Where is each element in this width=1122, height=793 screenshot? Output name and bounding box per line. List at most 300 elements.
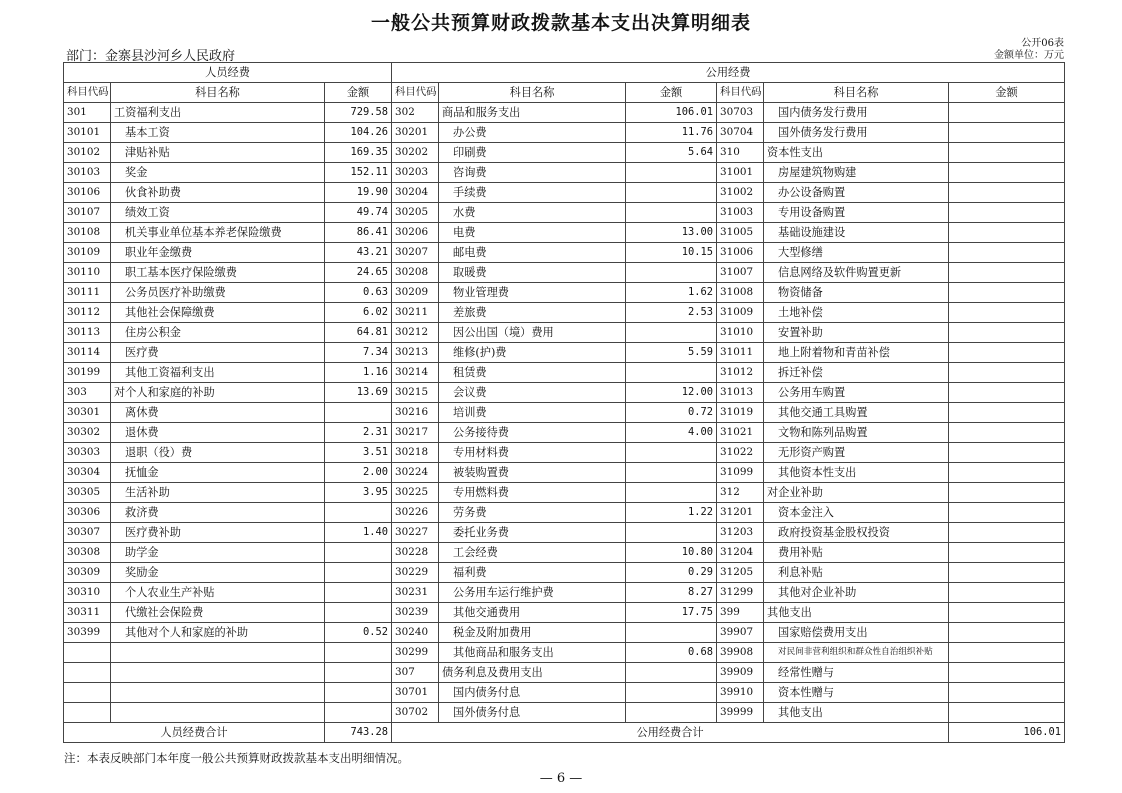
table-row: [64, 383, 1065, 403]
section-header-row: [64, 63, 1065, 83]
public-item-name: 经常性赠与: [764, 663, 949, 683]
public-code: 30207: [392, 243, 439, 263]
public-item-name: 大型修缮: [764, 243, 949, 263]
table-row: [64, 523, 1065, 543]
public-code: 30702: [392, 703, 439, 723]
personnel-item-name: 代缴社会保险费: [111, 603, 325, 623]
public-amount: [949, 623, 1065, 643]
personnel-code: 30110: [64, 263, 111, 283]
public-item-name: 取暖费: [439, 263, 626, 283]
totals-row: [64, 723, 1065, 743]
table-row: [64, 283, 1065, 303]
personnel-amount: 1.16: [325, 363, 392, 383]
public-code: 31006: [717, 243, 764, 263]
expenditure-table: [63, 62, 1065, 743]
public-amount: 1.22: [626, 503, 717, 523]
public-amount: [949, 583, 1065, 603]
personnel-code: 30102: [64, 143, 111, 163]
public-item-name: 公务接待费: [439, 423, 626, 443]
public-code: 30214: [392, 363, 439, 383]
public-amount: [626, 683, 717, 703]
public-item-name: 其他商品和服务支出: [439, 643, 626, 663]
public-amount: [626, 363, 717, 383]
public-code: 30209: [392, 283, 439, 303]
personnel-item-name: 职工基本医疗保险缴费: [111, 263, 325, 283]
public-amount: 4.00: [626, 423, 717, 443]
public-code: 307: [392, 663, 439, 683]
footnote: 注：本表反映部门本年度一般公共预算财政拨款基本支出明细情况。: [64, 751, 409, 765]
public-item-name: 房屋建筑物购建: [764, 163, 949, 183]
public-code: 31012: [717, 363, 764, 383]
personnel-item-name: 职业年金缴费: [111, 243, 325, 263]
personnel-code: 30301: [64, 403, 111, 423]
public-code: 31003: [717, 203, 764, 223]
public-code: 30227: [392, 523, 439, 543]
public-item-name: 公务用车运行维护费: [439, 583, 626, 603]
public-code: 31099: [717, 463, 764, 483]
public-item-name: 办公费: [439, 123, 626, 143]
public-item-name: 地上附着物和青苗补偿: [764, 343, 949, 363]
personnel-item-name: 奖励金: [111, 563, 325, 583]
personnel-amount: 0.63: [325, 283, 392, 303]
public-code: 30226: [392, 503, 439, 523]
public-amount: [949, 603, 1065, 623]
public-code: 31204: [717, 543, 764, 563]
public-amount: 10.80: [626, 543, 717, 563]
table-row: [64, 363, 1065, 383]
personnel-item-name: [111, 643, 325, 663]
personnel-amount: 104.26: [325, 123, 392, 143]
personnel-item-name: 津贴补贴: [111, 143, 325, 163]
public-item-name: 其他资本性支出: [764, 463, 949, 483]
public-code: 30215: [392, 383, 439, 403]
personnel-amount: 2.31: [325, 423, 392, 443]
personnel-item-name: 抚恤金: [111, 463, 325, 483]
personnel-amount: [325, 643, 392, 663]
personnel-code: [64, 703, 111, 723]
public-code: 30204: [392, 183, 439, 203]
public-amount: 5.59: [626, 343, 717, 363]
column-header-amount: 金额: [325, 83, 392, 103]
public-code: 30217: [392, 423, 439, 443]
public-amount: [949, 463, 1065, 483]
public-item-name: 国内债务发行费用: [764, 103, 949, 123]
personnel-code: [64, 643, 111, 663]
public-code: 30703: [717, 103, 764, 123]
public-item-name: 被装购置费: [439, 463, 626, 483]
personnel-code: 30108: [64, 223, 111, 243]
public-item-name: 利息补贴: [764, 563, 949, 583]
column-header-code: 科目代码: [64, 83, 111, 103]
public-code: 30208: [392, 263, 439, 283]
public-amount: [949, 363, 1065, 383]
personnel-item-name: 救济费: [111, 503, 325, 523]
public-item-name: 对民间非营利组织和群众性自治组织补贴: [764, 643, 949, 663]
personnel-code: 30302: [64, 423, 111, 443]
personnel-amount: 19.90: [325, 183, 392, 203]
public-item-name: 办公设备购置: [764, 183, 949, 203]
personnel-item-name: 其他社会保障缴费: [111, 303, 325, 323]
table-row: [64, 203, 1065, 223]
public-item-name: 差旅费: [439, 303, 626, 323]
personnel-code: 30305: [64, 483, 111, 503]
public-amount: [626, 203, 717, 223]
public-item-name: 其他支出: [764, 703, 949, 723]
public-item-name: 物资储备: [764, 283, 949, 303]
public-item-name: 对企业补助: [764, 483, 949, 503]
public-item-name: 国内债务付息: [439, 683, 626, 703]
public-code: 30212: [392, 323, 439, 343]
personnel-amount: 3.51: [325, 443, 392, 463]
personnel-item-name: 医疗费: [111, 343, 325, 363]
personnel-item-name: 奖金: [111, 163, 325, 183]
public-amount: 1.62: [626, 283, 717, 303]
public-code: 30224: [392, 463, 439, 483]
personnel-amount: [325, 403, 392, 423]
report-title: 一般公共预算财政拨款基本支出决算明细表: [370, 12, 751, 34]
personnel-item-name: [111, 703, 325, 723]
public-amount: [949, 243, 1065, 263]
personnel-code: 30310: [64, 583, 111, 603]
public-amount: 0.29: [626, 563, 717, 583]
public-item-name: 其他交通费用: [439, 603, 626, 623]
table-row: [64, 163, 1065, 183]
personnel-item-name: 公务员医疗补助缴费: [111, 283, 325, 303]
public-total-label: 公用经费合计: [392, 723, 949, 743]
public-item-name: 国外债务发行费用: [764, 123, 949, 143]
table-row: [64, 643, 1065, 663]
personnel-item-name: 机关事业单位基本养老保险缴费: [111, 223, 325, 243]
personnel-item-name: [111, 663, 325, 683]
public-amount: [949, 523, 1065, 543]
public-code: 399: [717, 603, 764, 623]
column-header-name: 科目名称: [439, 83, 626, 103]
personnel-code: 30307: [64, 523, 111, 543]
column-header-code: 科目代码: [392, 83, 439, 103]
personnel-code: 30113: [64, 323, 111, 343]
table-row: [64, 223, 1065, 243]
personnel-item-name: 退职（役）费: [111, 443, 325, 463]
personnel-item-name: 工资福利支出: [111, 103, 325, 123]
personnel-code: 30309: [64, 563, 111, 583]
column-header-name: 科目名称: [764, 83, 949, 103]
personnel-code: 30308: [64, 543, 111, 563]
public-amount: [626, 263, 717, 283]
public-item-name: 政府投资基金股权投资: [764, 523, 949, 543]
personnel-code: 30111: [64, 283, 111, 303]
public-amount: [949, 183, 1065, 203]
public-code: 31201: [717, 503, 764, 523]
personnel-amount: 24.65: [325, 263, 392, 283]
public-item-name: 债务利息及费用支出: [439, 663, 626, 683]
public-amount: [626, 523, 717, 543]
public-item-name: 资本性赠与: [764, 683, 949, 703]
personnel-amount: 729.58: [325, 103, 392, 123]
column-header-name: 科目名称: [111, 83, 325, 103]
page-number: — 6 —: [539, 771, 583, 786]
public-amount: [949, 343, 1065, 363]
table-row: [64, 503, 1065, 523]
public-amount: 12.00: [626, 383, 717, 403]
column-header-row: [64, 83, 1065, 103]
personnel-code: 30114: [64, 343, 111, 363]
personnel-amount: 2.00: [325, 463, 392, 483]
department-label: 部门：金寨县沙河乡人民政府: [66, 49, 236, 64]
table-row: [64, 243, 1065, 263]
public-amount: 10.15: [626, 243, 717, 263]
public-amount: [626, 483, 717, 503]
public-item-name: 工会经费: [439, 543, 626, 563]
table-row: [64, 403, 1065, 423]
public-code: 312: [717, 483, 764, 503]
table-row: [64, 183, 1065, 203]
public-code: 30203: [392, 163, 439, 183]
public-item-name: 水费: [439, 203, 626, 223]
public-code: 30701: [392, 683, 439, 703]
public-item-name: 印刷费: [439, 143, 626, 163]
public-item-name: 费用补贴: [764, 543, 949, 563]
public-item-name: 资本金注入: [764, 503, 949, 523]
table-row: [64, 143, 1065, 163]
public-item-name: 维修(护)费: [439, 343, 626, 363]
public-amount: 8.27: [626, 583, 717, 603]
column-header-code: 科目代码: [717, 83, 764, 103]
public-code: 310: [717, 143, 764, 163]
personnel-item-name: 其他对个人和家庭的补助: [111, 623, 325, 643]
amount-unit: 金额单位：万元: [994, 50, 1064, 61]
personnel-code: 30303: [64, 443, 111, 463]
public-amount: [626, 623, 717, 643]
personnel-amount: 43.21: [325, 243, 392, 263]
public-code: 39908: [717, 643, 764, 663]
personnel-item-name: 离休费: [111, 403, 325, 423]
public-code: 31009: [717, 303, 764, 323]
public-amount: 5.64: [626, 143, 717, 163]
personnel-total-amount: 743.28: [325, 723, 392, 743]
personnel-code: 301: [64, 103, 111, 123]
public-item-name: 基础设施建设: [764, 223, 949, 243]
public-code: 31019: [717, 403, 764, 423]
personnel-item-name: 退休费: [111, 423, 325, 443]
personnel-item-name: 对个人和家庭的补助: [111, 383, 325, 403]
public-item-name: 专用燃料费: [439, 483, 626, 503]
public-item-name: 电费: [439, 223, 626, 243]
public-item-name: 租赁费: [439, 363, 626, 383]
public-code: 31299: [717, 583, 764, 603]
public-code: 31205: [717, 563, 764, 583]
personnel-code: 30101: [64, 123, 111, 143]
personnel-amount: 169.35: [325, 143, 392, 163]
table-row: [64, 443, 1065, 463]
table-row: [64, 103, 1065, 123]
table-row: [64, 683, 1065, 703]
table-row: [64, 563, 1065, 583]
personnel-code: 303: [64, 383, 111, 403]
public-amount: 106.01: [626, 103, 717, 123]
public-amount: 17.75: [626, 603, 717, 623]
public-amount: [626, 463, 717, 483]
personnel-item-name: 住房公积金: [111, 323, 325, 343]
public-item-name: 土地补偿: [764, 303, 949, 323]
public-item-name: 劳务费: [439, 503, 626, 523]
public-amount: 0.72: [626, 403, 717, 423]
public-code: 30225: [392, 483, 439, 503]
public-code: 39999: [717, 703, 764, 723]
public-amount: 2.53: [626, 303, 717, 323]
public-code: 30213: [392, 343, 439, 363]
public-amount: [949, 683, 1065, 703]
personnel-amount: 0.52: [325, 623, 392, 643]
public-amount: [626, 183, 717, 203]
public-amount: 11.76: [626, 123, 717, 143]
public-item-name: 手续费: [439, 183, 626, 203]
public-amount: [949, 563, 1065, 583]
public-code: 31005: [717, 223, 764, 243]
public-code: 30206: [392, 223, 439, 243]
public-amount: [949, 123, 1065, 143]
public-code: 30229: [392, 563, 439, 583]
public-total-amount: 106.01: [949, 723, 1065, 743]
public-item-name: 公务用车购置: [764, 383, 949, 403]
personnel-amount: 64.81: [325, 323, 392, 343]
public-code: 30239: [392, 603, 439, 623]
personnel-item-name: 医疗费补助: [111, 523, 325, 543]
table-row: [64, 263, 1065, 283]
public-item-name: 资本性支出: [764, 143, 949, 163]
public-item-name: 专用设备购置: [764, 203, 949, 223]
public-item-name: 其他交通工具购置: [764, 403, 949, 423]
public-amount: [949, 483, 1065, 503]
public-amount: [949, 543, 1065, 563]
public-code: 302: [392, 103, 439, 123]
public-amount: [949, 223, 1065, 243]
public-item-name: 因公出国（境）费用: [439, 323, 626, 343]
personnel-code: 30304: [64, 463, 111, 483]
table-row: [64, 623, 1065, 643]
public-amount: [949, 663, 1065, 683]
table-row: [64, 603, 1065, 623]
personnel-item-name: 个人农业生产补贴: [111, 583, 325, 603]
public-amount: [949, 283, 1065, 303]
public-item-name: 会议费: [439, 383, 626, 403]
personnel-amount: [325, 563, 392, 583]
public-amount: [626, 443, 717, 463]
personnel-code: [64, 663, 111, 683]
public-code: 30211: [392, 303, 439, 323]
public-amount: [949, 143, 1065, 163]
personnel-item-name: 基本工资: [111, 123, 325, 143]
public-code: 31008: [717, 283, 764, 303]
public-amount: [626, 323, 717, 343]
public-amount: [949, 703, 1065, 723]
public-item-name: 专用材料费: [439, 443, 626, 463]
public-item-name: 福利费: [439, 563, 626, 583]
personnel-amount: [325, 683, 392, 703]
public-item-name: 国家赔偿费用支出: [764, 623, 949, 643]
personnel-amount: 3.95: [325, 483, 392, 503]
personnel-code: [64, 683, 111, 703]
public-item-name: 其他对企业补助: [764, 583, 949, 603]
public-code: 30216: [392, 403, 439, 423]
personnel-total-label: 人员经费合计: [64, 723, 325, 743]
table-row: [64, 303, 1065, 323]
personnel-amount: 7.34: [325, 343, 392, 363]
personnel-code: 30106: [64, 183, 111, 203]
public-amount: 0.68: [626, 643, 717, 663]
public-code: 39910: [717, 683, 764, 703]
table-row: [64, 663, 1065, 683]
personnel-amount: [325, 703, 392, 723]
public-amount: [949, 423, 1065, 443]
public-code: 31203: [717, 523, 764, 543]
public-code: 31013: [717, 383, 764, 403]
public-code: 31002: [717, 183, 764, 203]
public-amount: [949, 643, 1065, 663]
public-amount: [949, 323, 1065, 343]
public-amount: [949, 203, 1065, 223]
public-item-name: 其他支出: [764, 603, 949, 623]
personnel-code: 30107: [64, 203, 111, 223]
personnel-amount: [325, 583, 392, 603]
public-code: 31010: [717, 323, 764, 343]
public-amount: [949, 103, 1065, 123]
public-code: 39907: [717, 623, 764, 643]
personnel-code: 30199: [64, 363, 111, 383]
personnel-item-name: [111, 683, 325, 703]
personnel-item-name: 其他工资福利支出: [111, 363, 325, 383]
public-code: 30201: [392, 123, 439, 143]
public-code: 31001: [717, 163, 764, 183]
public-item-name: 文物和陈列品购置: [764, 423, 949, 443]
public-item-name: 国外债务付息: [439, 703, 626, 723]
personnel-item-name: 绩效工资: [111, 203, 325, 223]
table-row: [64, 123, 1065, 143]
public-item-name: 委托业务费: [439, 523, 626, 543]
public-code: 30231: [392, 583, 439, 603]
public-code: 30205: [392, 203, 439, 223]
public-item-name: 培训费: [439, 403, 626, 423]
public-amount: [949, 263, 1065, 283]
personnel-code: 30311: [64, 603, 111, 623]
table-row: [64, 703, 1065, 723]
public-amount: [949, 443, 1065, 463]
table-row: [64, 323, 1065, 343]
table-row: [64, 423, 1065, 443]
public-code: 30704: [717, 123, 764, 143]
table-row: [64, 583, 1065, 603]
public-item-name: 商品和服务支出: [439, 103, 626, 123]
public-amount: [626, 163, 717, 183]
public-amount: [626, 703, 717, 723]
public-amount: [949, 403, 1065, 423]
public-code: 31022: [717, 443, 764, 463]
personnel-amount: 13.69: [325, 383, 392, 403]
public-item-name: 税金及附加费用: [439, 623, 626, 643]
public-amount: [949, 303, 1065, 323]
personnel-amount: [325, 603, 392, 623]
public-item-name: 邮电费: [439, 243, 626, 263]
public-item-name: 信息网络及软件购置更新: [764, 263, 949, 283]
personnel-amount: [325, 663, 392, 683]
column-header-amount: 金额: [949, 83, 1065, 103]
form-number: 公开06表: [1021, 38, 1064, 49]
personnel-code: 30109: [64, 243, 111, 263]
public-code: 30240: [392, 623, 439, 643]
personnel-amount: 49.74: [325, 203, 392, 223]
table-row: [64, 343, 1065, 363]
personnel-section-header: 人员经费: [64, 63, 392, 83]
personnel-code: 30399: [64, 623, 111, 643]
